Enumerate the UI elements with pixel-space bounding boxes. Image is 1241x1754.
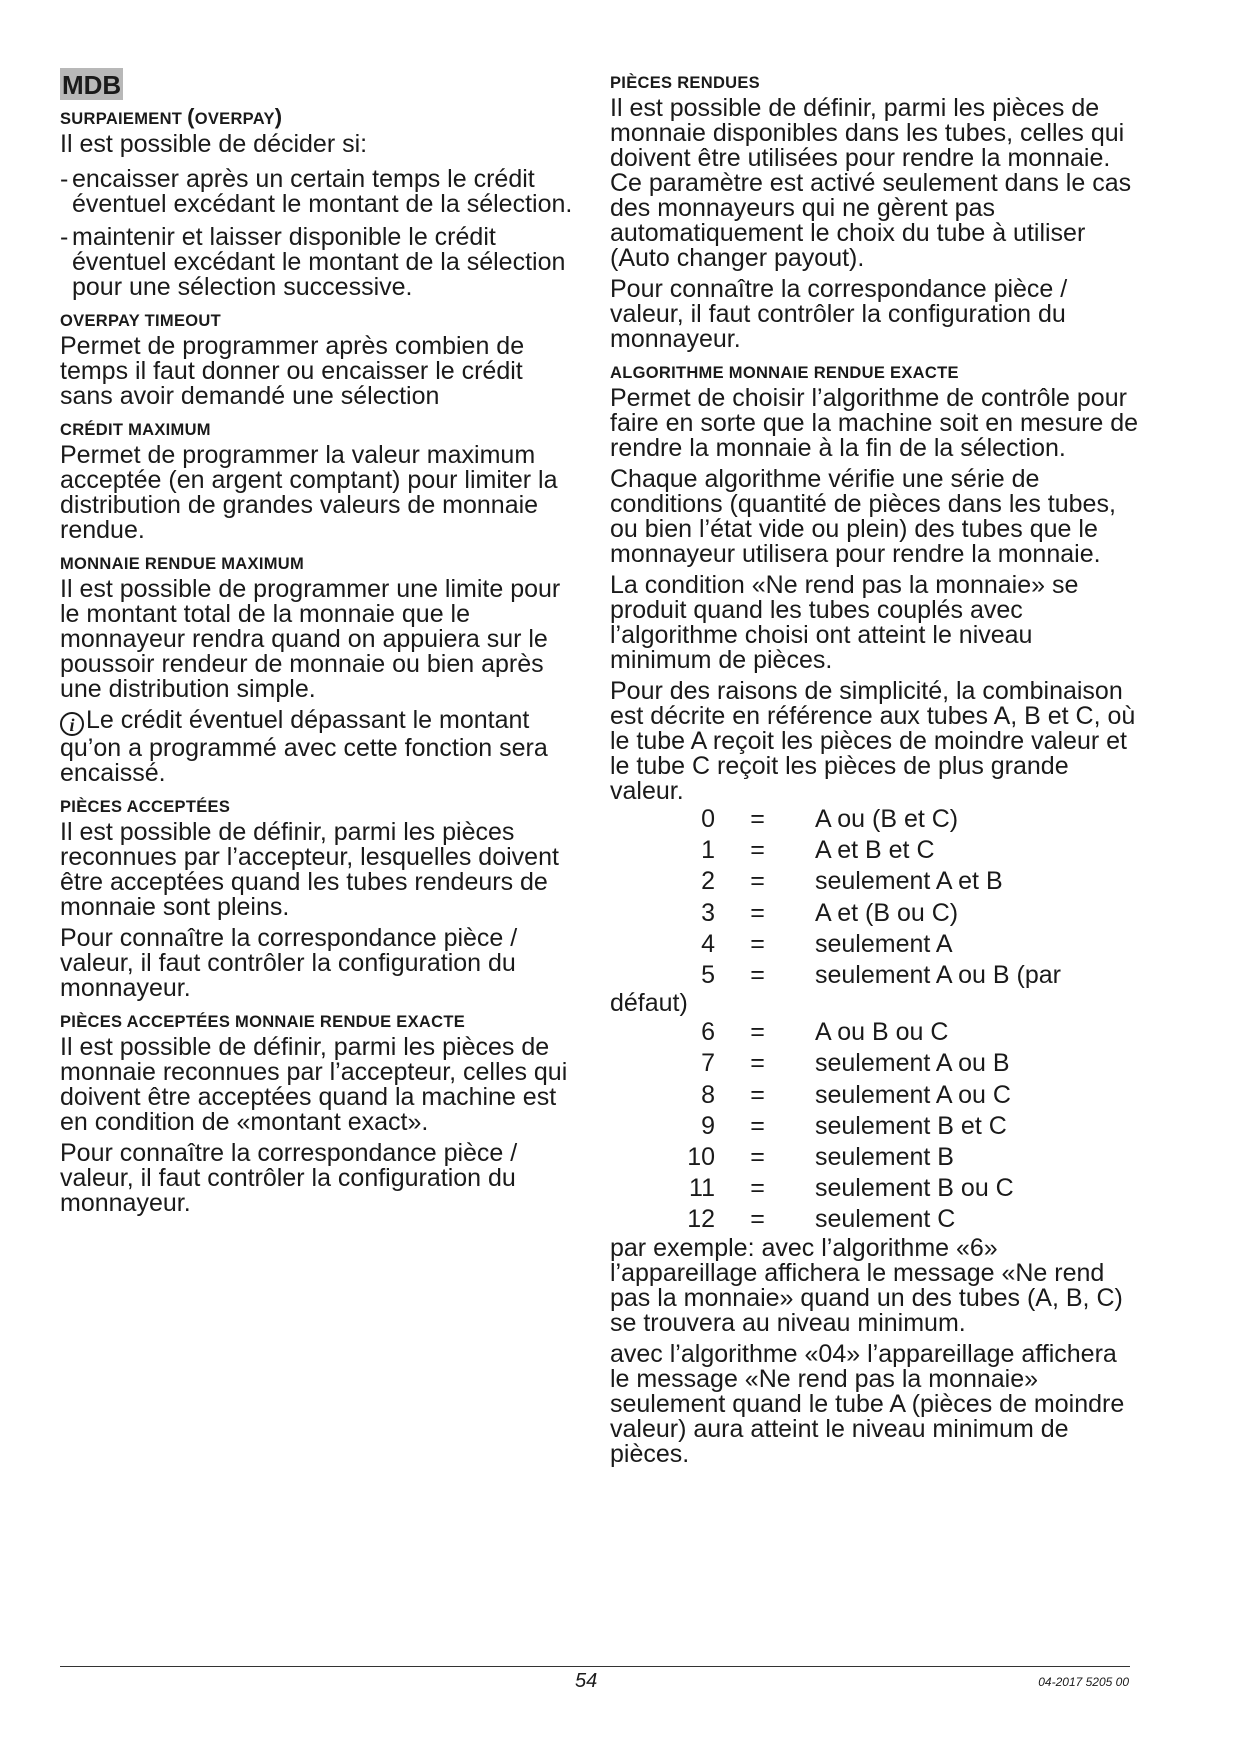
heading-surpaiement-b: OVERPAY bbox=[194, 110, 275, 128]
algorithme-text-3: La condition «Ne rend pas la monnaie» se produit quand les tubes couplés avec l’algorithme choisi ont atteint le niveau minimum de pièces. bbox=[610, 571, 1079, 674]
info-icon: i bbox=[60, 712, 84, 736]
algorithm-rows-a bbox=[610, 804, 1140, 991]
algorithm-number: 10 bbox=[687, 1143, 715, 1172]
algorithm-number: 2 bbox=[701, 867, 715, 896]
algorithm-number: 6 bbox=[701, 1018, 715, 1047]
algorithm-row bbox=[610, 1142, 1140, 1173]
algorithm-description: A ou B ou C bbox=[815, 1018, 949, 1047]
algorithm-row bbox=[610, 1111, 1140, 1142]
pieces-rendues-text-1: Il est possible de définir, parmi les pièces de monnaie disponibles dans les tubes, celles qui doivent être utilisées pour rendre la monnaie. Ce paramètre est activé seulement dans le cas des monnayeurs qui ne gèrent pas automatiquement le choix du tube à utiliser (Auto changer payout). bbox=[610, 94, 1132, 272]
algorithm-row bbox=[610, 835, 1140, 866]
algorithm-row bbox=[610, 1017, 1140, 1048]
bullet-dash: - bbox=[60, 165, 69, 193]
algorithme-text-1: Permet de choisir l’algorithme de contrôle pour faire en sorte que la machine soit en mesure de rendre la monnaie à la fin de la sélection. bbox=[610, 384, 1139, 462]
equals-sign: = bbox=[750, 867, 765, 896]
algorithm-row bbox=[610, 1080, 1140, 1111]
algorithm-row bbox=[610, 1204, 1140, 1235]
equals-sign: = bbox=[750, 961, 765, 990]
algorithme-text-2: Chaque algorithme vérifie une série de conditions (quantité de pièces dans les tubes, ou bien l’état vide ou plein) des tubes que le monnayeur utilisera pour rendre la monnaie. bbox=[610, 465, 1116, 568]
algorithm-number: 12 bbox=[687, 1205, 715, 1234]
bullet-dash: - bbox=[60, 223, 69, 251]
heading-algorithme: ALGORITHME MONNAIE RENDUE EXACTE bbox=[610, 364, 959, 382]
algorithm-table bbox=[610, 804, 1140, 1236]
algorithm-rows-b bbox=[610, 1017, 1140, 1235]
equals-sign: = bbox=[750, 1111, 765, 1140]
algorithm-description: seulement B bbox=[815, 1143, 954, 1172]
equals-sign: = bbox=[750, 1174, 765, 1203]
algorithm-description: seulement A ou B bbox=[815, 1049, 1010, 1078]
page-number: 54 bbox=[575, 1670, 598, 1692]
heading-pieces-rendues: PIÈCES RENDUES bbox=[610, 74, 760, 92]
algorithm-row bbox=[610, 804, 1140, 835]
right-column bbox=[610, 72, 1140, 1473]
algorithm-description: A et (B ou C) bbox=[815, 898, 959, 927]
algorithm-description: A et B et C bbox=[815, 836, 935, 865]
algorithm-description: seulement A bbox=[815, 929, 953, 958]
pieces-rendues-text-2: Pour connaître la correspondance pièce / valeur, il faut contrôler la configuration du monnayeur. bbox=[610, 275, 1068, 353]
algorithme-text-4: Pour des raisons de simplicité, la combinaison est décrite en référence aux tubes A, B et C, où le tube A reçoit les pièces de moindre valeur et le tube C reçoit les pièces de plus grande valeur. bbox=[610, 677, 1136, 805]
bullet-text: maintenir et laisser disponible le crédit éventuel excédant le montant de la sélection pour une sélection successive. bbox=[72, 223, 566, 301]
algorithm-description: seulement B ou C bbox=[815, 1174, 1014, 1203]
algorithm-number: 3 bbox=[701, 898, 715, 927]
algorithm-row bbox=[610, 1048, 1140, 1079]
algorithm-number: 1 bbox=[701, 836, 715, 865]
heading-surpaiement bbox=[60, 106, 580, 130]
doc-code: 04-2017 5205 00 bbox=[1038, 1675, 1129, 1689]
algorithme-text-6: avec l’algorithme «04» l’appareillage affichera le message «Ne rend pas la monnaie» seulement quand le tube A (pièces de moindre valeur) aura atteint le niveau minimum de pièces. bbox=[610, 1339, 1125, 1468]
heading-pieces-acceptees: PIÈCES ACCEPTÉES bbox=[60, 798, 231, 816]
monnaie-rendue-maximum-text: Il est possible de programmer une limite pour le montant total de la monnaie que le monnayeur rendra quand on appuiera sur le poussoir rendeur de monnaie ou bien après une distribution simple. bbox=[60, 575, 561, 703]
equals-sign: = bbox=[750, 1018, 765, 1047]
algorithm-description: seulement B et C bbox=[815, 1111, 1007, 1140]
algorithm-wrap-text: défaut) bbox=[610, 989, 688, 1018]
equals-sign: = bbox=[750, 1205, 765, 1234]
overpay-timeout-text: Permet de programmer après combien de temps il faut donner ou encaisser le crédit sans avoir demandé une sélection bbox=[60, 332, 525, 410]
algorithm-number: 0 bbox=[701, 805, 715, 833]
heading-monnaie-rendue-maximum: MONNAIE RENDUE MAXIMUM bbox=[60, 555, 305, 573]
pieces-acceptees-exacte-text-2: Pour connaître la correspondance pièce / valeur, il faut contrôler la configuration du monnayeur. bbox=[60, 1139, 518, 1217]
equals-sign: = bbox=[750, 898, 765, 927]
heading-pieces-acceptees-exacte: PIÈCES ACCEPTÉES MONNAIE RENDUE EXACTE bbox=[60, 1013, 466, 1031]
algorithm-description: seulement C bbox=[815, 1205, 956, 1234]
list-item bbox=[60, 225, 580, 300]
algorithm-description: seulement A et B bbox=[815, 867, 1003, 896]
algorithm-number: 5 bbox=[701, 961, 715, 990]
credit-maximum-text: Permet de programmer la valeur maximum acceptée (en argent comptant) pour limiter la distribution de grandes valeurs de monnaie rendue. bbox=[60, 441, 558, 544]
equals-sign: = bbox=[750, 929, 765, 958]
footer-divider bbox=[60, 1666, 1130, 1667]
info-note-text: Le crédit éventuel dépassant le montant qu’on a programmé avec cette fonction sera encaissé. bbox=[60, 706, 548, 787]
equals-sign: = bbox=[750, 1143, 765, 1172]
pieces-acceptees-exacte-text-1: Il est possible de définir, parmi les pièces de monnaie reconnues par l’accepteur, celles qui doivent être acceptées quand la machine est en condition de «montant exact». bbox=[60, 1033, 568, 1136]
algorithm-description: seulement A ou C bbox=[815, 1080, 1011, 1109]
heading-surpaiement-a: SURPAIEMENT bbox=[60, 110, 188, 128]
pieces-acceptees-text-2: Pour connaître la correspondance pièce / valeur, il faut contrôler la configuration du monnayeur. bbox=[60, 924, 518, 1002]
algorithm-description: seulement A ou B (par bbox=[815, 961, 1061, 990]
equals-sign: = bbox=[750, 1080, 765, 1109]
algorithm-number: 9 bbox=[701, 1111, 715, 1140]
section-title: MDB bbox=[62, 70, 122, 100]
pieces-acceptees-text-1: Il est possible de définir, parmi les pièces reconnues par l’accepteur, lesquelles doivent être acceptées quand les tubes rendeurs de monnaie sont pleins. bbox=[60, 818, 559, 921]
paren-close: ) bbox=[274, 104, 283, 129]
paren-open: ( bbox=[187, 104, 195, 129]
list-item bbox=[60, 167, 580, 217]
algorithm-row bbox=[610, 929, 1140, 960]
heading-credit-maximum: CRÉDIT MAXIMUM bbox=[60, 421, 211, 439]
algorithm-description: A ou (B et C) bbox=[815, 805, 959, 833]
algorithm-row bbox=[610, 1173, 1140, 1204]
equals-sign: = bbox=[750, 1049, 765, 1078]
algorithm-number: 4 bbox=[701, 929, 715, 958]
bullet-text: encaisser après un certain temps le crédit éventuel excédant le montant de la sélection. bbox=[72, 165, 573, 218]
algorithm-row bbox=[610, 960, 1140, 991]
algorithm-number: 8 bbox=[701, 1080, 715, 1109]
algorithm-number: 7 bbox=[701, 1049, 715, 1078]
algorithm-number: 11 bbox=[689, 1174, 715, 1203]
equals-sign: = bbox=[750, 836, 765, 865]
heading-overpay-timeout: OVERPAY TIMEOUT bbox=[60, 312, 221, 330]
info-note bbox=[60, 708, 580, 786]
equals-sign: = bbox=[750, 805, 765, 833]
algorithm-row bbox=[610, 866, 1140, 897]
left-column bbox=[60, 68, 580, 1222]
algorithm-row bbox=[610, 898, 1140, 929]
surpaiement-intro: Il est possible de décider si: bbox=[60, 130, 368, 158]
algorithme-text-5: par exemple: avec l’algorithme «6» l’appareillage affichera le message «Ne rend pas la monnaie» quand un des tubes (A, B, C) se trouvera au niveau minimum. bbox=[610, 1233, 1123, 1337]
